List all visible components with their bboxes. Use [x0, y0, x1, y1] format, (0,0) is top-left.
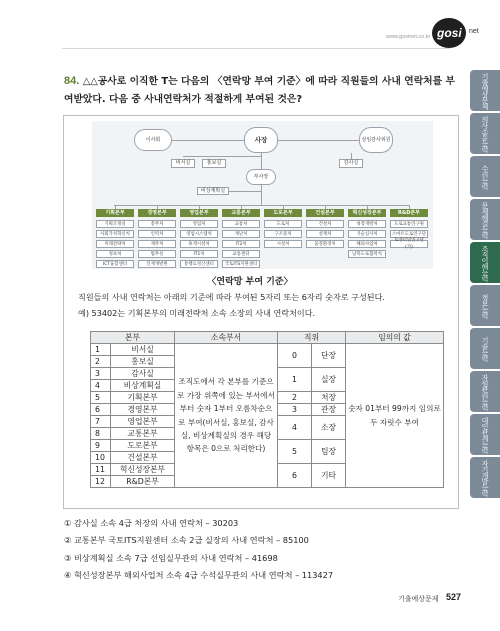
side-tab-6[interactable]: 정보능력 [470, 285, 500, 326]
rank-name: 관장 [312, 404, 346, 416]
side-tab-10[interactable]: 자기개발능력 [470, 457, 500, 498]
org-connector [261, 185, 262, 205]
org-pr: 홍보실 [202, 159, 226, 168]
rank-number: 4 [278, 416, 312, 440]
org-unit: 법무실 [138, 250, 176, 258]
org-division-5: 도로본부 [264, 209, 302, 217]
division-number: 4 [91, 380, 111, 392]
org-unit: 품질환경처 [306, 240, 344, 248]
rules-line-2: 예) 53402는 기획본부의 미래전략처 소속 소장의 사내 연락처이다. [78, 308, 316, 318]
header-divider [62, 48, 450, 49]
side-tab-5[interactable]: 조직이해능력 [470, 242, 500, 283]
org-unit: 성장개발처 [348, 220, 386, 228]
org-connector [229, 191, 261, 192]
org-planning: 비상계획실 [197, 187, 229, 195]
org-unit: 교통처 [222, 220, 260, 228]
org-vice-president: 부사장 [246, 169, 276, 185]
org-unit: 영업처 [180, 220, 218, 228]
org-unit: 미래전략처 [96, 240, 134, 248]
option-2[interactable]: ② 교통본부 국토ITS지원센터 소속 2급 실장의 사내 연락처 – 85100 [64, 535, 309, 546]
org-ceo: 사장 [244, 127, 278, 153]
rules-line-1: 직원들의 사내 연락처는 아래의 기준에 따라 부여된 5자리 또는 6자리 숫자로 구성된다. [78, 292, 386, 302]
side-tab-7[interactable]: 기술능력 [470, 328, 500, 369]
rank-number: 0 [278, 344, 312, 368]
division-name: 비상계획실 [111, 380, 175, 392]
org-division-8: R&D본부 [390, 209, 428, 217]
division-name: 경영본부 [111, 404, 175, 416]
question [64, 72, 464, 109]
rank-name: 실장 [312, 368, 346, 392]
org-chart [92, 121, 433, 269]
brand-logo [432, 18, 490, 48]
unit-rule: 조직도에서 각 본부를 기준으로 가장 위쪽에 있는 부서에서부터 숫자 1부터 오름차순으로 부여(비서실, 홍보실, 감사실, 비상계획실의 경우 해당 항목은 0으로 처리한다) [175, 344, 278, 488]
rank-name: 기타 [312, 464, 346, 488]
org-connector [278, 140, 359, 141]
org-division-6: 건설본부 [306, 209, 344, 217]
division-name: 건설본부 [111, 452, 175, 464]
division-number: 7 [91, 416, 111, 428]
division-number: 6 [91, 404, 111, 416]
division-number: 2 [91, 356, 111, 368]
option-4[interactable]: ④ 혁신성장본부 해외사업처 소속 4급 수석실무관의 사내 연락처 – 113427 [64, 569, 334, 580]
rules-title: 〈연락망 부여 기준〉 [207, 277, 293, 287]
org-division-1: 기획본부 [96, 209, 134, 217]
org-secretary: 비서실 [171, 159, 195, 168]
division-name: 도로본부 [111, 440, 175, 452]
option-1[interactable]: ① 감사실 소속 4급 처장의 사내 연락처 – 30203 [64, 518, 239, 528]
option-3[interactable]: ③ 비상계획실 소속 7급 선임실무관의 사내 연락처 – 41698 [64, 552, 278, 563]
org-connector [172, 140, 244, 141]
org-division-7: 혁신성장본부 [348, 209, 386, 217]
org-audit: 감사실 [339, 159, 363, 168]
org-unit: 총무처 [138, 220, 176, 228]
division-name: R&D본부 [111, 476, 175, 488]
org-unit: ICT융합센터 [96, 260, 134, 268]
rank-number: 1 [278, 368, 312, 392]
org-unit: 인력처 [138, 230, 176, 238]
org-unit: 인재개발원 [138, 260, 176, 268]
rank-name: 팀장 [312, 440, 346, 464]
header-unit: 소속부서 [175, 332, 278, 344]
rank-number: 5 [278, 440, 312, 464]
org-unit: IT2처 [222, 240, 260, 248]
division-name: 비서실 [111, 344, 175, 356]
division-name: 혁신성장본부 [111, 464, 175, 476]
org-unit: 토양터널연구단(가) [390, 240, 428, 248]
page-number: 527 [446, 592, 462, 602]
division-name: 감사실 [111, 368, 175, 380]
org-unit: 도로처 [264, 220, 302, 228]
org-unit: 구조물처 [264, 230, 302, 238]
org-unit: 재무처 [138, 240, 176, 248]
org-unit: 통행료정산센터 [180, 260, 218, 268]
rank-name: 소장 [312, 416, 346, 440]
division-number: 1 [91, 344, 111, 356]
org-unit: 남북도로협력처 [348, 250, 386, 258]
division-number: 12 [91, 476, 111, 488]
division-number: 11 [91, 464, 111, 476]
org-unit: 기획조정실 [96, 220, 134, 228]
org-auditor: 상임감사위원 [359, 127, 393, 153]
header-value: 임의의 값 [346, 332, 444, 344]
org-connector [183, 156, 261, 157]
contact-rule-table [90, 331, 444, 488]
division-number: 9 [91, 440, 111, 452]
side-tab-3[interactable]: 수리능력 [470, 156, 500, 197]
division-name: 기획본부 [111, 392, 175, 404]
header-division: 본부 [91, 332, 175, 344]
division-number: 8 [91, 428, 111, 440]
side-tab-8[interactable]: 자원관리능력 [470, 371, 500, 412]
division-number: 5 [91, 392, 111, 404]
org-connector [114, 205, 410, 206]
org-division-2: 경영본부 [138, 209, 176, 217]
division-name: 홍보실 [111, 356, 175, 368]
division-name: 영업본부 [111, 416, 175, 428]
side-tab-9[interactable]: 대인관계능력 [470, 414, 500, 455]
division-number: 10 [91, 452, 111, 464]
org-unit: IT1처 [180, 250, 218, 258]
org-unit: 교통센터 [222, 250, 260, 258]
org-unit: 건설처 [306, 220, 344, 228]
org-unit: 재난처 [222, 230, 260, 238]
rank-name: 단장 [312, 344, 346, 368]
org-unit: 도로교통연구원 [390, 220, 428, 228]
org-division-4: 교통본부 [222, 209, 260, 217]
org-connector [351, 153, 352, 159]
rank-number: 3 [278, 404, 312, 416]
answer-options [64, 515, 333, 584]
side-tab-4[interactable]: 문제해결능력 [470, 199, 500, 240]
org-unit: 사회가치혁신처 [96, 230, 134, 238]
value-rule: 숫자 01부터 99까지 임의로 두 자릿수 부여 [346, 344, 444, 488]
question-number: 84. [64, 75, 80, 87]
org-unit: 시설처 [264, 240, 302, 248]
org-unit: 설계처 [306, 230, 344, 238]
header-rank: 직위 [278, 332, 346, 344]
org-unit: 해외사업처 [348, 240, 386, 248]
site-url: www.gosinet.co.kr [386, 34, 431, 40]
org-unit: 휴게시설처 [180, 240, 218, 248]
org-division-3: 영업본부 [180, 209, 218, 217]
rank-number: 6 [278, 464, 312, 488]
table-row [91, 344, 444, 356]
org-unit: 기술심사처 [348, 230, 386, 238]
side-tab-1[interactable]: 기출예상문제 [470, 70, 500, 111]
rules-body [78, 289, 452, 321]
org-unit: 정보처 [96, 250, 134, 258]
org-unit: 스마트도로연구단 [390, 230, 428, 238]
brand-name: gosi [437, 26, 462, 40]
org-unit: 영업시스템처 [180, 230, 218, 238]
rank-number: 2 [278, 392, 312, 404]
division-name: 교통본부 [111, 428, 175, 440]
org-board: 이사회 [134, 129, 172, 151]
rank-name: 처장 [312, 392, 346, 404]
division-number: 3 [91, 368, 111, 380]
org-unit: 국토ITS지원센터 [222, 260, 260, 268]
footer-label: 기출예상문제 [398, 595, 439, 603]
side-tab-2[interactable]: 의사소통능력 [470, 113, 500, 154]
question-text: △△공사로 이직한 T는 다음의 〈연락망 부여 기준〉에 따라 직원들의 사내 연락처를 부여받았다. 다음 중 사내연락처가 적절하게 부여된 것은? [64, 76, 455, 105]
brand-suffix: net [469, 28, 479, 35]
